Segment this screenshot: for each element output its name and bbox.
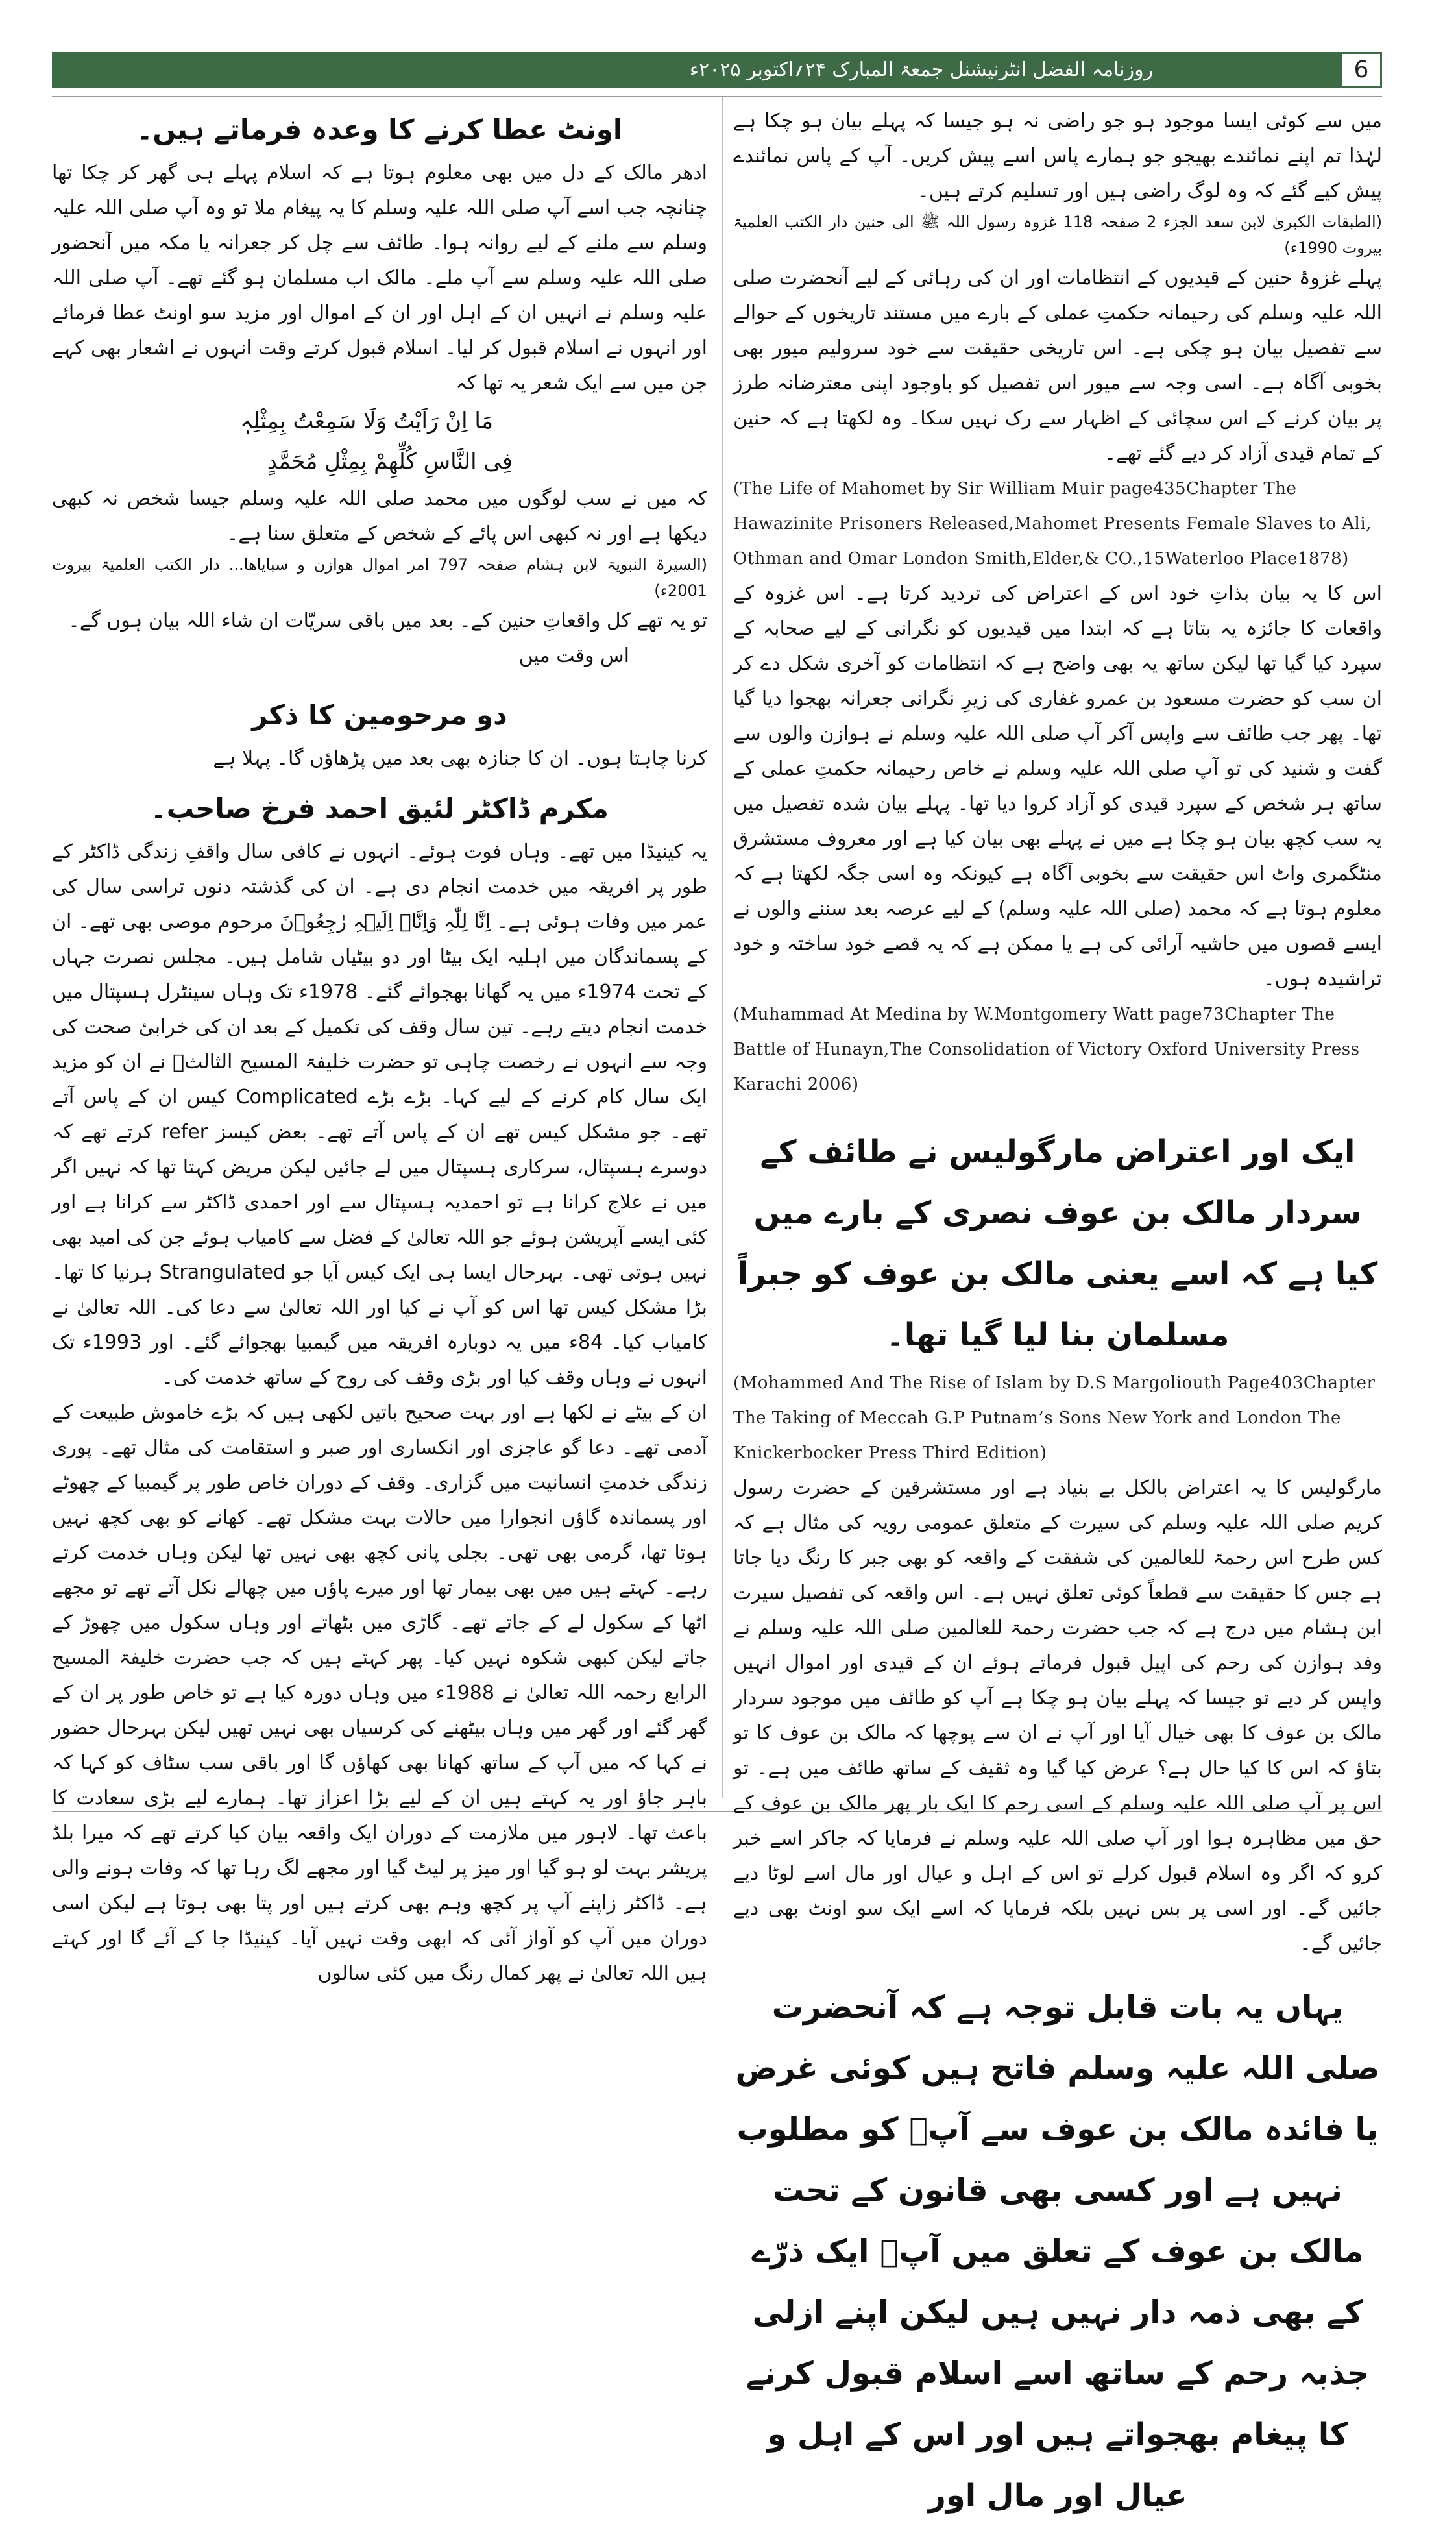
camels-heading: اونٹ عطا کرنے کا وعدہ فرماتے ہیں۔ — [136, 114, 623, 145]
left-paragraph-2: کہ میں نے سب لوگوں میں محمد صلی اللہ علیہ وسلم جیسا شخص نہ کبھی دیکھا ہے اور نہ کبھی اس پائے کے شخص کے متعلق سنا ہے۔ — [52, 487, 707, 545]
left-reference-1: (السیرۃ النبویۃ لابن ہشام صفحہ 797 امر اموال ھوازن و سبایاھا... دار الکتب العلمیۃ بیروت 2001ء) — [52, 556, 708, 600]
left-paragraph-5: کرنا چاہتا ہوں۔ ان کا جنازہ بھی بعد میں پڑھاؤں گا۔ پہلا ہے — [213, 747, 707, 770]
newspaper-title: روزنامہ الفضل انٹرنیشنل جمعۃ المبارک ۲۴؍اکتوبر ۲۰۲۵ء — [689, 58, 1154, 81]
muir-citation: (The Life of Mahomet by Sir William Muir page435Chapter The Hawazinite Prisoners Released,Mahomet Presents Female Slaves to Ali, Othman and Omar London Smith,Elder,& CO.,15Waterloo Place1878) — [733, 479, 1372, 569]
right-paragraph-1: میں سے کوئی ایسا موجود ہو جو راضی نہ ہو جیسا کہ پہلے بیان ہو چکا ہے لہٰذا تم اپنے نمائندے بھیجو جو ہمارے پاس اسے پیش کریں۔ آپ کے پاس نمائندے پیش کیے گئے کہ وہ لوگ راضی ہیں اور تسلیم کرتے ہیں۔ — [733, 110, 1382, 202]
left-column — [52, 104, 707, 1991]
deceased-heading: دو مرحومین کا ذکر — [252, 699, 507, 731]
right-paragraph-3: اس کا یہ بیان بذاتِ خود اس کے اعتراض کی تردید کرتا ہے۔ اس غزوہ کے واقعات کا جائزہ یہ بتاتا ہے کہ ابتدا میں قیدیوں کو نگرانی کے لیے صحابہ کے سپرد کیا گیا تھا لیکن ساتھ یہ بھی واضح ہے کہ انتظامات کو آخری شکل دے کر ان سب کو حضرت مسعود بن عمرو غفاری کی زیرِ نگرانی جعرانہ بھجوا دیا گیا تھا۔ پھر جب طائف سے واپس آکر آپ صلی اللہ علیہ وسلم نے ہوازن والوں سے گفت و شنید کی تو آپ صلی اللہ علیہ وسلم نے خاص رحیمانہ حکمتِ عملی کے ساتھ ہر شخص کے سپرد قیدی کو آزاد کروا دیا تھا۔ پہلے بیان شدہ تفصیل میں یہ سب کچھ بیان ہو چکا ہے میں نے پہلے بھی بیان کیا ہے اور معروف مستشرق منٹگمری واٹ اس حقیقت سے بخوبی آگاہ ہے کیونکہ وہ اسی جگہ لکھتا ہے کہ معلوم ہوتا ہے کہ محمد (صلی اللہ علیہ وسلم) کے لیے عرصہ بعد سننے والوں نے ایسے قصوں میں حاشیہ آرائی کی ہے یا ممکن ہے کہ یہ قصے خود ساختہ و خود تراشیدہ ہوں۔ — [733, 582, 1382, 990]
right-paragraph-2: پہلے غزوۂ حنین کے قیدیوں کے انتظامات اور ان کی رہائی کے لیے آنحضرت صلی اللہ علیہ وسلم کی رحیمانہ حکمتِ عملی کے بارے میں مستند تاریخوں کے حوالے سے تفصیل بیان ہو چکی ہے۔ اس تاریخی حقیقت سے خود سرولیم میور بھی بخوبی آگاہ ہے۔ اسی وجہ سے میور اس تفصیل کو باوجود اپنی معترضانہ طرز پر بیان کرنے کے اس سچائی کے اظہار سے رک نہیں سکا۔ وہ لکھتا ہے کہ حنین کے تمام قیدی آزاد کر دیے گئے تھے۔ — [733, 267, 1382, 465]
left-paragraph-1: ادھر مالک کے دل میں بھی معلوم ہوتا ہے کہ اسلام پہلے ہی گھر کر چکا تھا چنانچہ جب اسے آپ صلی اللہ علیہ وسلم کا یہ پیغام ملا تو وہ آپ صلی اللہ علیہ وسلم سے ملنے کے لیے روانہ ہوا۔ طائف سے چل کر جعرانہ یا مکہ میں آنحضور صلی اللہ علیہ وسلم سے آپ ملے۔ مالک اب مسلمان ہو گئے تھے۔ آپ صلی اللہ علیہ وسلم نے انہیں ان کے اہل اور ان کے اموال اور مزید سو اونٹ عطا فرمائے اور انہوں نے اسلام قبول کر لیا۔ اسلام قبول کرتے وقت انہوں نے اشعار بھی کہے جن میں سے ایک شعر یہ تھا کہ — [52, 162, 707, 395]
left-paragraph-6: یہ کینیڈا میں تھے۔ وہاں فوت ہوئے۔ انہوں نے کافی سال واقفِ زندگی ڈاکٹر کے طور پر افریقہ میں خدمت انجام دی ہے۔ ان کی گذشتہ دنوں تراسی سال کی عمر میں وفات ہوئی ہے۔ اِنَّا لِلّٰہِ وَاِنَّاۤ اِلَیۡہِ رٰجِعُوۡنَ مرحوم موصی بھی تھے۔ ان کے پسماندگان میں اہلیہ ایک بیٹا اور دو بیٹیاں شامل ہیں۔ مجلس نصرت جہاں کے تحت 1974ء میں یہ گھانا بھجوائے گئے۔ 1978ء تک وہاں سینٹرل ہسپتال میں خدمت انجام دیتے رہے۔ تین سال وقف کی تکمیل کے بعد ان کی خرابیٔ صحت کی وجہ سے انہوں نے رخصت چاہی تو حضرت خلیفۃ المسیح الثالثؒ نے ان کو مزید ایک سال کام کرنے کے لیے کہا۔ بڑے بڑے Complicated کیس ان کے پاس آتے تھے۔ جو مشکل کیس تھے ان کے پاس آتے تھے۔ بعض کیسز refer کرتے تھے کہ دوسرے ہسپتال، سرکاری ہسپتال میں لے جائیں لیکن مریض کہتا تھا کہ نہیں اگر میں نے علاج کرانا ہے تو احمدیہ ہسپتال سے اور احمدی ڈاکٹر سے کرانا ہے اور کئی ایسے آپریشن ہوئے جو اللہ تعالیٰ کے فضل سے کامیاب ہوئے جن کی امید بھی نہیں ہوتی تھی۔ بہرحال ایسا ہی ایک کیس آیا جو Strangulated ہرنیا کا تھا۔ بڑا مشکل کیس تھا اس کو آپ نے کیا اور اللہ تعالیٰ سے دعا کی۔ اللہ تعالیٰ نے کامیاب کیا۔ 84ء میں یہ دوبارہ افریقہ میں گیمبیا بھجوائے گئے۔ اور 1993ء تک انہوں نے وہاں وقف کیا اور بڑی وقف کی روح کے ساتھ خدمت کی۔ — [52, 840, 708, 1389]
poem-line-2: فِی النَّاسِ کُلِّھِمْ بِمِثْلِ مُحَمَّدٍ — [267, 448, 513, 474]
margoliouth-citation: (Mohammed And The Rise of Islam by D.S Margoliouth Page403Chapter The Taking of Meccah G.P Putnam’s Sons New York and London The Knickerbocker Press Third Edition) — [733, 1373, 1376, 1463]
watt-citation: (Muhammad At Medina by W.Montgomery Watt page73Chapter The Battle of Hunayn,The Consolidation of Victory Oxford University Press Karachi 2006) — [733, 1005, 1360, 1094]
right-paragraph-4: مارگولیس کا یہ اعتراض بالکل بے بنیاد ہے اور مستشرقین کے حضرت رسول کریم صلی اللہ علیہ وسلم کی سیرت کے متعلق عمومی رویہ کی مثال ہے کہ کس طرح اس رحمۃ للعالمین کی شفقت کے واقعہ کو بھی جبر کا رنگ دیا جاتا ہے جس کا حقیقت سے قطعاً کوئی تعلق نہیں ہے۔ اس واقعہ کی تفصیل سیرت ابن ہشام میں درج ہے کہ جب حضرت رحمۃ للعالمین صلی اللہ علیہ وسلم نے وفد ہوازن کی رحم کی اپیل قبول فرماتے ہوئے ان کے قیدی اور اموال انہیں واپس کر دیے تو جیسا کہ پہلے بیان ہو چکا ہے آپ کو طائف میں موجود سردار مالک بن عوف کا بھی خیال آیا اور آپ نے ان سے پوچھا کہ مالک بن عوف کا تو بتاؤ کہ اس کا کیا حال ہے؟ عرض کیا گیا وہ ثقیف کے ساتھ طائف میں ہے۔ تو اس پر آپ صلی اللہ علیہ وسلم کے اسی رحم کا ایک بار پھر مالک بن عوف کے حق میں مظاہرہ ہوا اور آپ صلی اللہ علیہ وسلم نے فرمایا کہ جاکر اسے خبر کرو کہ اگر وہ اسلام قبول کرلے تو اس کے اہل و عیال اور مال اسے لوٹا دیے جائیں گے۔ اور اسی پر بس نہیں بلکہ فرمایا کہ اسے ایک سو اونٹ بھی دیے جائیں گے۔ — [733, 1477, 1382, 1955]
page-number: 6 — [1341, 52, 1382, 88]
doctor-name-heading: مکرم ڈاکٹر لئیق احمد فرخ صاحب۔ — [151, 792, 609, 824]
left-paragraph-7: ان کے بیٹے نے لکھا ہے اور بہت صحیح باتیں لکھی ہیں کہ بڑے خاموش طبیعت کے آدمی تھے۔ دعا گو عاجزی اور انکساری اور صبر و استقامت کی مثال تھے۔ پوری زندگی خدمتِ انسانیت میں گزاری۔ وقف کے دوران خاص طور پر گیمبیا کے چھوٹے اور پسماندہ گاؤں انجوارا میں حالات بہت مشکل تھے۔ کھانے کو بھی کچھ نہیں ہوتا تھا، گرمی بھی تھی۔ بجلی پانی کچھ بھی نہیں تھا لیکن وہاں خدمت کرتے رہے۔ کہتے ہیں میں بھی بیمار تھا اور میرے پاؤں میں چھالے نکل آتے تھے تو مجھے اٹھا کے سکول لے کے جاتے تھے۔ گاڑی میں بٹھاتے اور وہاں سکول میں چھوڑ کے جاتے لیکن کبھی شکوہ نہیں کیا۔ پھر کہتے ہیں کہ جب حضرت خلیفۃ المسیح الرابع رحمہ اللہ تعالیٰ نے 1988ء میں وہاں دورہ کیا ہے تو خاص طور پر ان کے گھر گئے اور گھر میں وہاں بیٹھنے کی کرسیاں بھی نہیں تھیں لیکن بہرحال حضور نے کہا کہ میں آپ کے ساتھ کھانا بھی کھاؤں گا اور باقی سب سٹاف کو کہا کہ باہر جاؤ اور یہ کہتے ہیں ان کے لیے بڑا اعزاز تھا۔ ہمارے لیے بڑی سعادت کا باعث تھا۔ لاہور میں ملازمت کے دوران ایک واقعہ بیان کیا کرتے تھے کہ میرا بلڈ پریشر بہت لو ہو گیا اور میز پر لیٹ گیا اور مجھے لگ رہا تھا کہ وفات ہونے والی ہے۔ ڈاکٹر زاپنے آپ پر کچھ وہم بھی کرتے ہیں اور پتا بھی ہوتا ہے لیکن اسی دوران میں آپ کو آواز آئی کہ ابھی وقت نہیں آیا۔ کینیڈا جا کے آئے گا اور کہتے ہیں اللہ تعالیٰ نے پھر کمال رنگ میں کئی سالوں — [52, 1401, 707, 1985]
right-reference-1: (الطبقات الکبریٰ لابن سعد الجزء 2 صفحہ 118 غزوہ رسول اللہ ﷺ الی حنین دار الکتب العلمیۃ بیروت 1990ء) — [733, 213, 1382, 257]
highlight-passage: یہاں یہ بات قابل توجہ ہے کہ آنحضرت صلی اللہ علیہ وسلم فاتح ہیں کوئی غرض یا فائدہ مالک بن عوف سے آپؐ کو مطلوب نہیں ہے اور کسی بھی قانون کے تحت مالک بن عوف کے تعلق میں آپؐ ایک ذرّے کے بھی ذمہ دار نہیں ہیں لیکن اپنے ازلی جذبہ رحم کے ساتھ اسے اسلام قبول کرنے کا پیغام بھجواتے ہیں اور اس کے اہل و عیال اور مال اور — [735, 1989, 1380, 2514]
top-rule — [52, 96, 1382, 97]
left-paragraph-4: اس وقت میں — [518, 644, 629, 667]
right-column — [733, 104, 1382, 2526]
left-paragraph-3: تو یہ تھے کل واقعاتِ حنین کے۔ بعد میں باقی سریّات ان شاء اللہ بیان ہوں گے۔ — [68, 609, 707, 632]
poem-line-1: مَا اِنْ رَاَیْتُ وَلَا سَمِعْتُ بِمِثْلِہٖ — [239, 408, 493, 434]
margoliouth-objection-heading: ایک اور اعتراض مارگولیس نے طائف کے سردار مالک بن عوف نصری کے بارے میں کیا ہے کہ اسے یعنی مالک بن عوف کو جبراً مسلمان بنا لیا گیا تھا۔ — [737, 1134, 1378, 1353]
column-divider — [722, 97, 723, 1798]
